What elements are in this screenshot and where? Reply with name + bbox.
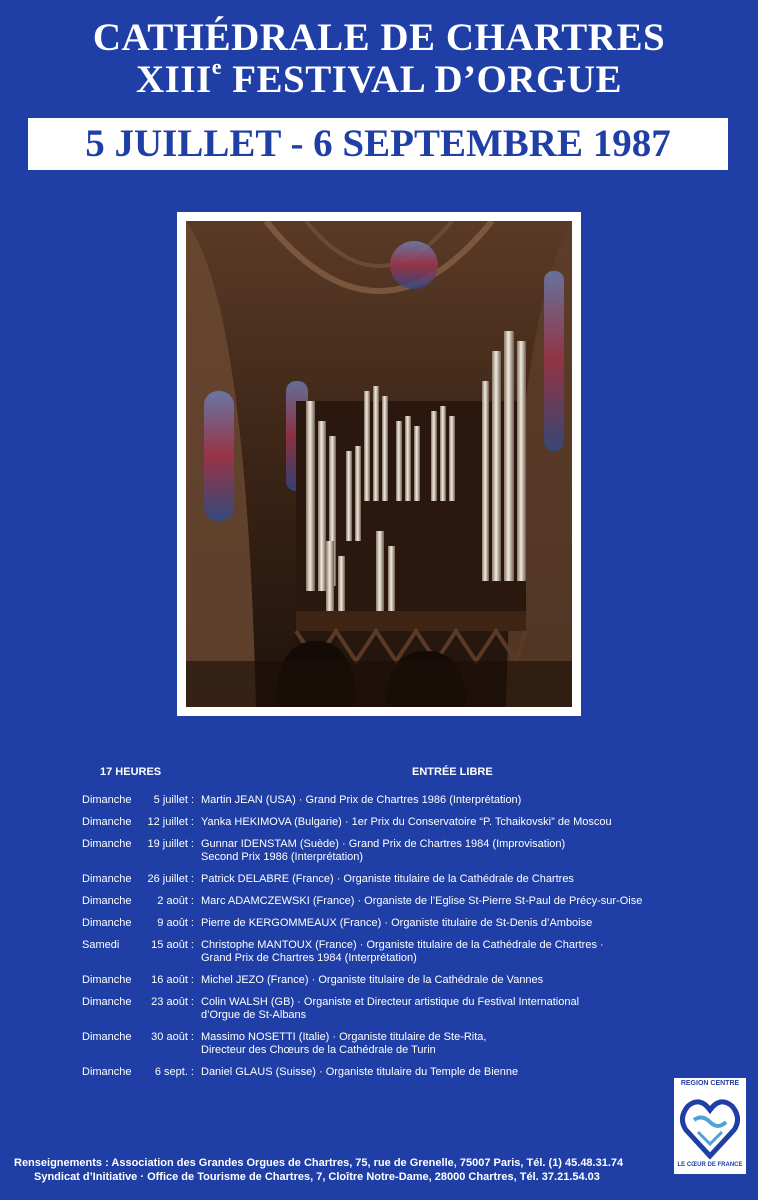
- edition-ordinal: e: [211, 54, 222, 79]
- concert-day: Samedi: [82, 939, 120, 951]
- concert-performer: Gunnar IDENSTAM (Suède) · Grand Prix de Chartres 1984 (Improvisation): [201, 838, 566, 850]
- concert-date: 30 août :: [151, 1031, 194, 1043]
- concert-detail: Grand Prix de Chartres 1984 (Interprétation): [201, 952, 417, 964]
- concert-date: 2 août :: [157, 895, 194, 907]
- photo-frame: [177, 212, 581, 716]
- concert-detail: Directeur des Chœurs de la Cathédrale de Turin: [201, 1044, 436, 1056]
- festival-dates: 5 JUILLET - 6 SEPTEMBRE 1987: [28, 118, 728, 170]
- concert-day: Dimanche: [82, 873, 132, 885]
- concert-date: 26 juillet :: [147, 873, 194, 885]
- concert-performer: Daniel GLAUS (Suisse) · Organiste titulaire du Temple de Bienne: [201, 1066, 519, 1078]
- concert-day: Dimanche: [82, 895, 132, 907]
- concert-date: 12 juillet :: [147, 816, 194, 828]
- concert-day: Dimanche: [82, 838, 132, 850]
- organ-illustration: [186, 221, 572, 707]
- concert-performer: Colin WALSH (GB) · Organiste et Directeur artistique du Festival International: [201, 996, 580, 1008]
- poster-title: CATHÉDRALE DE CHARTRES: [92, 16, 666, 59]
- concert-performer: Pierre de KERGOMMEAUX (France) · Organiste titulaire de St-Denis d’Amboise: [201, 917, 593, 929]
- concert-date: 9 août :: [157, 917, 194, 929]
- concert-day: Dimanche: [82, 917, 132, 929]
- edition-number: XIII: [135, 58, 212, 101]
- concert-performer: Martin JEAN (USA) · Grand Prix de Chartres 1986 (Interprétation): [201, 794, 522, 806]
- concert-performer: Marc ADAMCZEWSKI (France) · Organiste de l’Eglise St-Pierre St-Paul de Précy-sur-Oise: [201, 895, 643, 907]
- concert-day: Dimanche: [82, 974, 132, 986]
- pipe-organ-photo: [186, 221, 572, 707]
- logo-slogan-text: LE CŒUR DE FRANCE: [677, 1162, 743, 1168]
- logo-region-text: REGION CENTRE: [680, 1080, 740, 1087]
- concert-date: 23 août :: [151, 996, 194, 1008]
- festival-name: [0, 54, 758, 101]
- concert-date: 15 août :: [151, 939, 194, 951]
- concert-day: Dimanche: [82, 816, 132, 828]
- info-contact: Renseignements : Association des Grandes Orgues de Chartres, 75, rue de Grenelle, 75007 Paris, Tél. (1) 45.48.31.74: [14, 1157, 624, 1169]
- concert-day: Dimanche: [82, 1066, 132, 1078]
- tourism-office-contact: Syndicat d’Initiative · Office de Tourisme de Chartres, 7, Cloître Notre-Dame, 28000 Chartres, Tél. 37.21.54.03: [34, 1171, 600, 1183]
- concert-day: Dimanche: [82, 794, 132, 806]
- concert-performer: Christophe MANTOUX (France) · Organiste titulaire de la Cathédrale de Chartres ·: [201, 939, 604, 951]
- festival-label: FESTIVAL D’ORGUE: [221, 58, 622, 101]
- free-entry: ENTRÉE LIBRE: [412, 766, 493, 778]
- concert-date: 16 août :: [151, 974, 194, 986]
- region-centre-logo: [674, 1078, 746, 1174]
- concert-day: Dimanche: [82, 996, 132, 1008]
- concert-day: Dimanche: [82, 1031, 132, 1043]
- concert-performer: Michel JEZO (France) · Organiste titulaire de la Cathédrale de Vannes: [201, 974, 544, 986]
- concert-performer: Massimo NOSETTI (Italie) · Organiste titulaire de Ste-Rita,: [201, 1031, 487, 1043]
- concert-detail: d’Orgue de St-Albans: [201, 1009, 307, 1021]
- concert-performer: Patrick DELABRE (France) · Organiste titulaire de la Cathédrale de Chartres: [201, 873, 574, 885]
- concert-date: 19 juillet :: [147, 838, 194, 850]
- concert-time: 17 HEURES: [100, 766, 162, 778]
- region-centre-heart-icon: [680, 1092, 740, 1160]
- concert-performer: Yanka HEKIMOVA (Bulgarie) · 1er Prix du Conservatoire “P. Tchaikovski” de Moscou: [201, 816, 612, 828]
- concert-detail: Second Prix 1986 (Interprétation): [201, 851, 364, 863]
- concert-date: 5 juillet :: [153, 794, 194, 806]
- concert-date: 6 sept. :: [154, 1066, 194, 1078]
